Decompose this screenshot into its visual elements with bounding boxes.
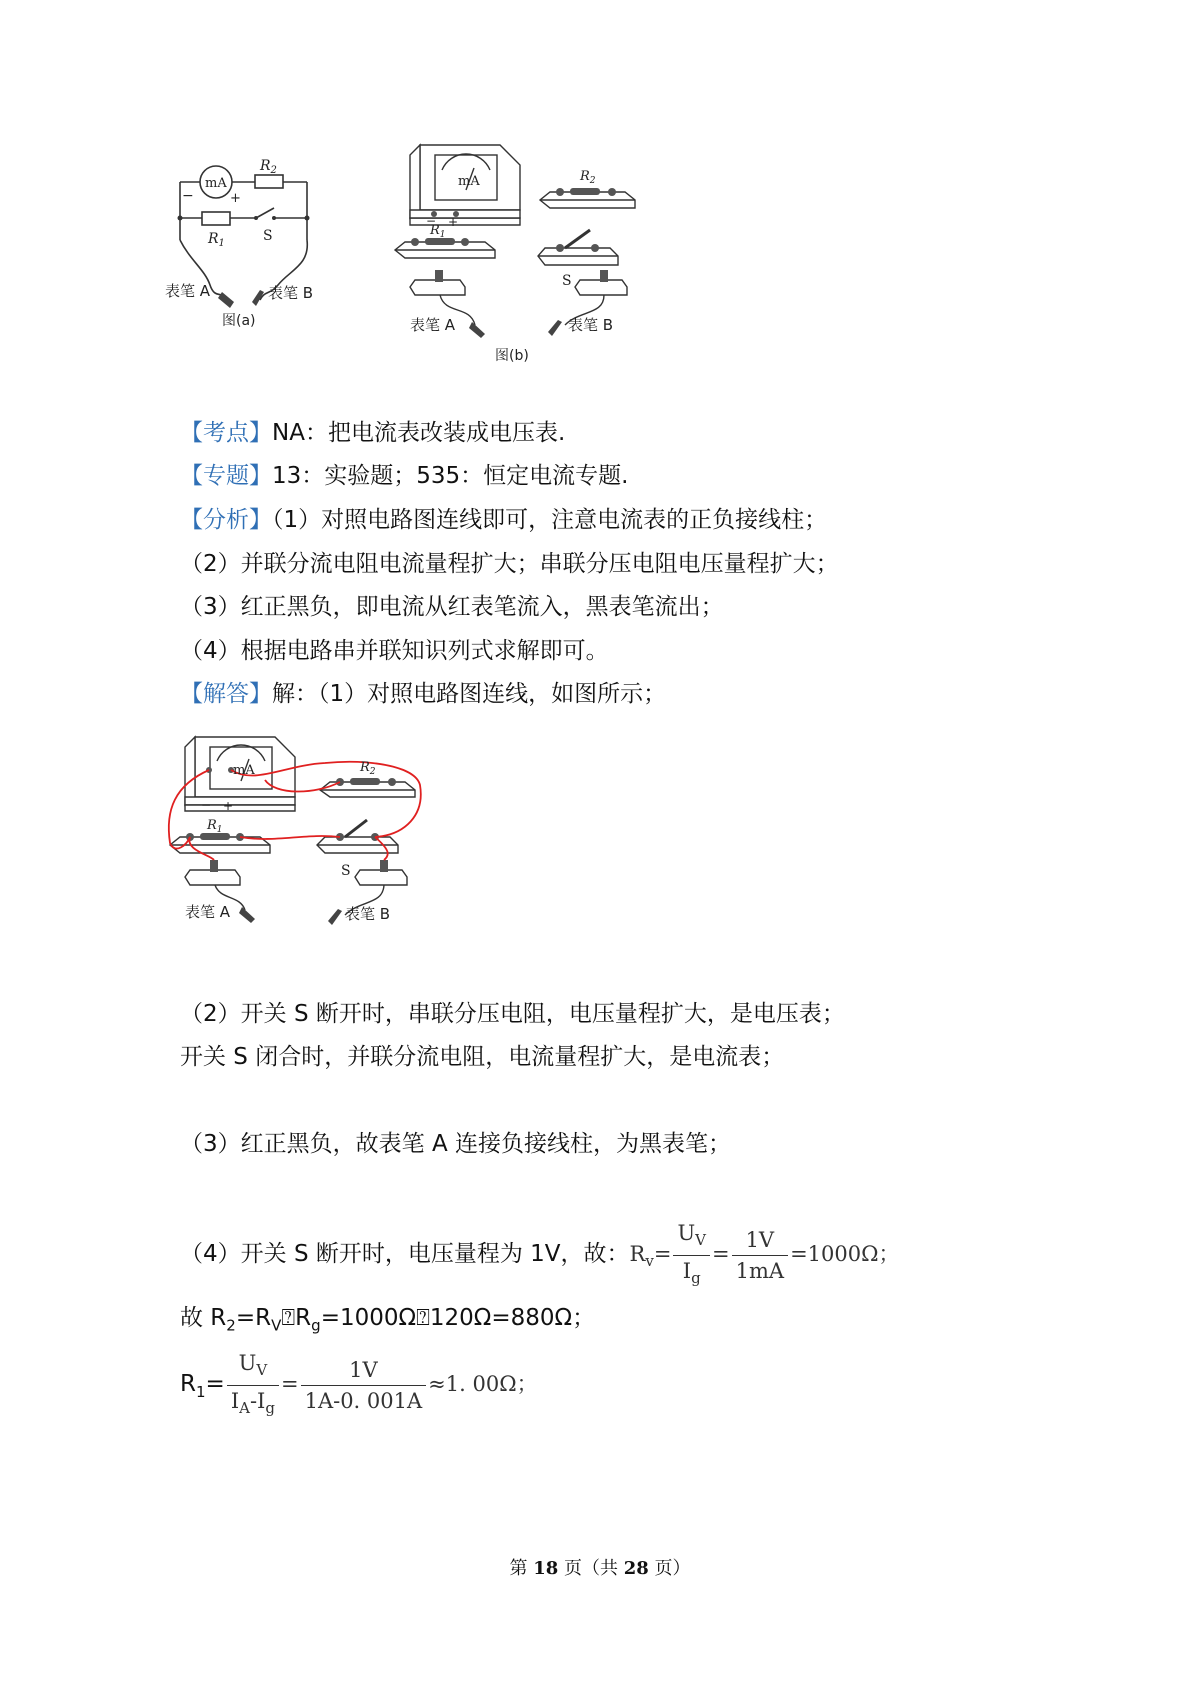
part4-eq1: = [653,1242,672,1267]
zhuanti-text: 13：实验题；535：恒定电流专题. [272,463,629,489]
kaodian-tag: 【考点】 [180,420,272,446]
r1-frac1-den-b-sub: g [265,1399,275,1418]
part4-text: （4）开关 S 断开时，电压量程为 1V，故： [180,1241,630,1268]
r1-line [180,1348,538,1427]
svg-text:R1 [207,231,225,249]
r1-result: ≈1. 00Ω； [428,1372,538,1397]
rv-label: R [629,1242,646,1267]
jieda-line [180,679,666,709]
fig-b-r2-label: R [580,169,590,184]
fig-a-caption: 图(a) [222,313,256,329]
fig-b-switch-label: S [562,273,572,289]
frac1-num-sub: V [695,1231,706,1250]
footer-mid: 页（共 [564,1558,618,1579]
r1-frac1-num-sub: V [256,1361,268,1380]
answer-probe-b: 表笔 B [345,905,391,923]
r1-frac1-den-a-sub: A [239,1399,250,1418]
answer-meter-label: mA [233,763,255,778]
r2-prefix: 故 R [180,1305,227,1331]
fenxi-line-3: （3）红正黑负，即电流从红表笔流入，黑表笔流出； [180,594,724,620]
fig-b-plus-label: + [448,215,459,229]
r2-mid: ⍰R [281,1305,312,1331]
part4-eq2: = [712,1242,730,1267]
r2-line [180,1303,595,1341]
rv-sub: v [645,1252,654,1271]
frac1-den-sub: g [691,1269,701,1288]
fig-a-plus-label: + [230,191,241,206]
svg-text:R1 [206,818,223,835]
r1-frac1-den-minus: -I [249,1389,266,1414]
r1-eq1: = [205,1371,225,1398]
answer-switch-label: S [341,863,351,879]
fig-a-probe-b: 表笔 B [268,284,314,302]
fig-a-switch-label: S [263,228,273,244]
r2-subg: g [311,1316,321,1335]
footer-pre: 第 [509,1558,528,1579]
fraction-1v-1a [301,1355,427,1416]
jieda-text: 解：（1）对照电路图连线，如图所示； [272,681,667,707]
r1-frac2-den: 1A-0. 001A [304,1389,423,1414]
fenxi-text-1: （1）对照电路图连线即可，注意电流表的正负接线柱； [272,507,828,533]
fig-b-meter-label: mA [458,174,480,189]
fig-b-probe-b: 表笔 B [568,316,614,334]
r1-eq2: = [280,1372,299,1397]
fig-b-minus-label: − [426,214,437,228]
answer-r1-label: R [207,818,217,833]
part4-formula [629,1221,900,1288]
answer-minus-label: − [201,798,212,812]
part3-line-1: （3）红正黑负，故表笔 A 连接负接线柱，为黑表笔； [180,1131,731,1157]
svg-text:R2 [579,169,596,186]
fig-a-r1-label: R [208,231,219,247]
r1-sub1: 1 [195,1382,206,1401]
fig-a-meter-label: mA [205,176,227,191]
fig-a-r2-label: R [260,158,271,174]
fig-b-r2-sub: 2 [589,176,596,186]
footer-page-number: 18 [533,1558,559,1579]
fig-b-probe-a: 表笔 A [410,316,456,334]
r1-frac2-num: 1V [301,1355,427,1386]
fenxi-line-2: （2）并联分流电阻电流量程扩大；串联分压电阻电压量程扩大； [180,551,839,577]
r2-rest: =1000Ω⍰120Ω=880Ω； [320,1305,596,1331]
frac1-den: I [682,1259,692,1284]
fig-b-caption: 图(b) [495,348,529,364]
zhuanti-line [180,461,628,491]
part2-line-1: （2）开关 S 断开时，串联分压电阻，电压量程扩大，是电压表； [180,1001,845,1027]
fig-b-r1-label: R [430,223,440,238]
r2-subv: V [271,1316,282,1335]
footer-post: 页） [654,1558,691,1579]
part2-line-2: 开关 S 闭合时，并联分流电阻，电流量程扩大，是电流表； [180,1044,785,1070]
r2-sub2: 2 [226,1316,236,1335]
fraction-1v-1ma [732,1225,788,1286]
fenxi-line-1 [180,505,827,535]
kaodian-text: NA：把电流表改装成电压表. [272,420,566,446]
r2-eq: =R [235,1305,272,1331]
r1-label: R [180,1371,196,1398]
fig-a-r1-sub: 1 [218,238,225,249]
svg-text:R2 [259,158,277,176]
fenxi-tag: 【分析】 [180,507,272,533]
zhuanti-tag: 【专题】 [180,463,272,489]
fig-b-r1-sub: 1 [439,230,446,240]
fig-a-minus-label: − [182,188,194,204]
answer-r1-sub: 1 [216,825,223,835]
r1-frac1-num: U [238,1351,257,1375]
answer-probe-a: 表笔 A [185,903,231,921]
answer-r2-sub: 2 [369,767,376,777]
kaodian-line [180,418,565,448]
r1-frac1-den-a: I [230,1389,240,1414]
fig-a-r2-sub: 2 [270,165,277,176]
fraction-uv-ig [673,1218,710,1293]
answer-plus-label: + [223,799,234,813]
answer-r2-label: R [360,760,370,775]
part4-line [180,1218,900,1296]
frac1-num: U [677,1221,696,1245]
fig-a-probe-a: 表笔 A [165,282,211,300]
jieda-tag: 【解答】 [180,681,272,707]
page-footer [0,1554,1200,1580]
figure-answer-wired [165,725,435,940]
figure-a-circuit [160,150,360,340]
fenxi-line-4: （4）根据电路串并联知识列式求解即可。 [180,638,609,664]
frac2-den: 1mA [735,1259,785,1284]
fraction-uv-ia-ig [227,1348,279,1423]
frac2-num: 1V [732,1225,788,1256]
figure-b-apparatus [390,130,650,370]
footer-total-pages: 28 [623,1558,649,1579]
part4-result: =1000Ω； [790,1242,900,1267]
